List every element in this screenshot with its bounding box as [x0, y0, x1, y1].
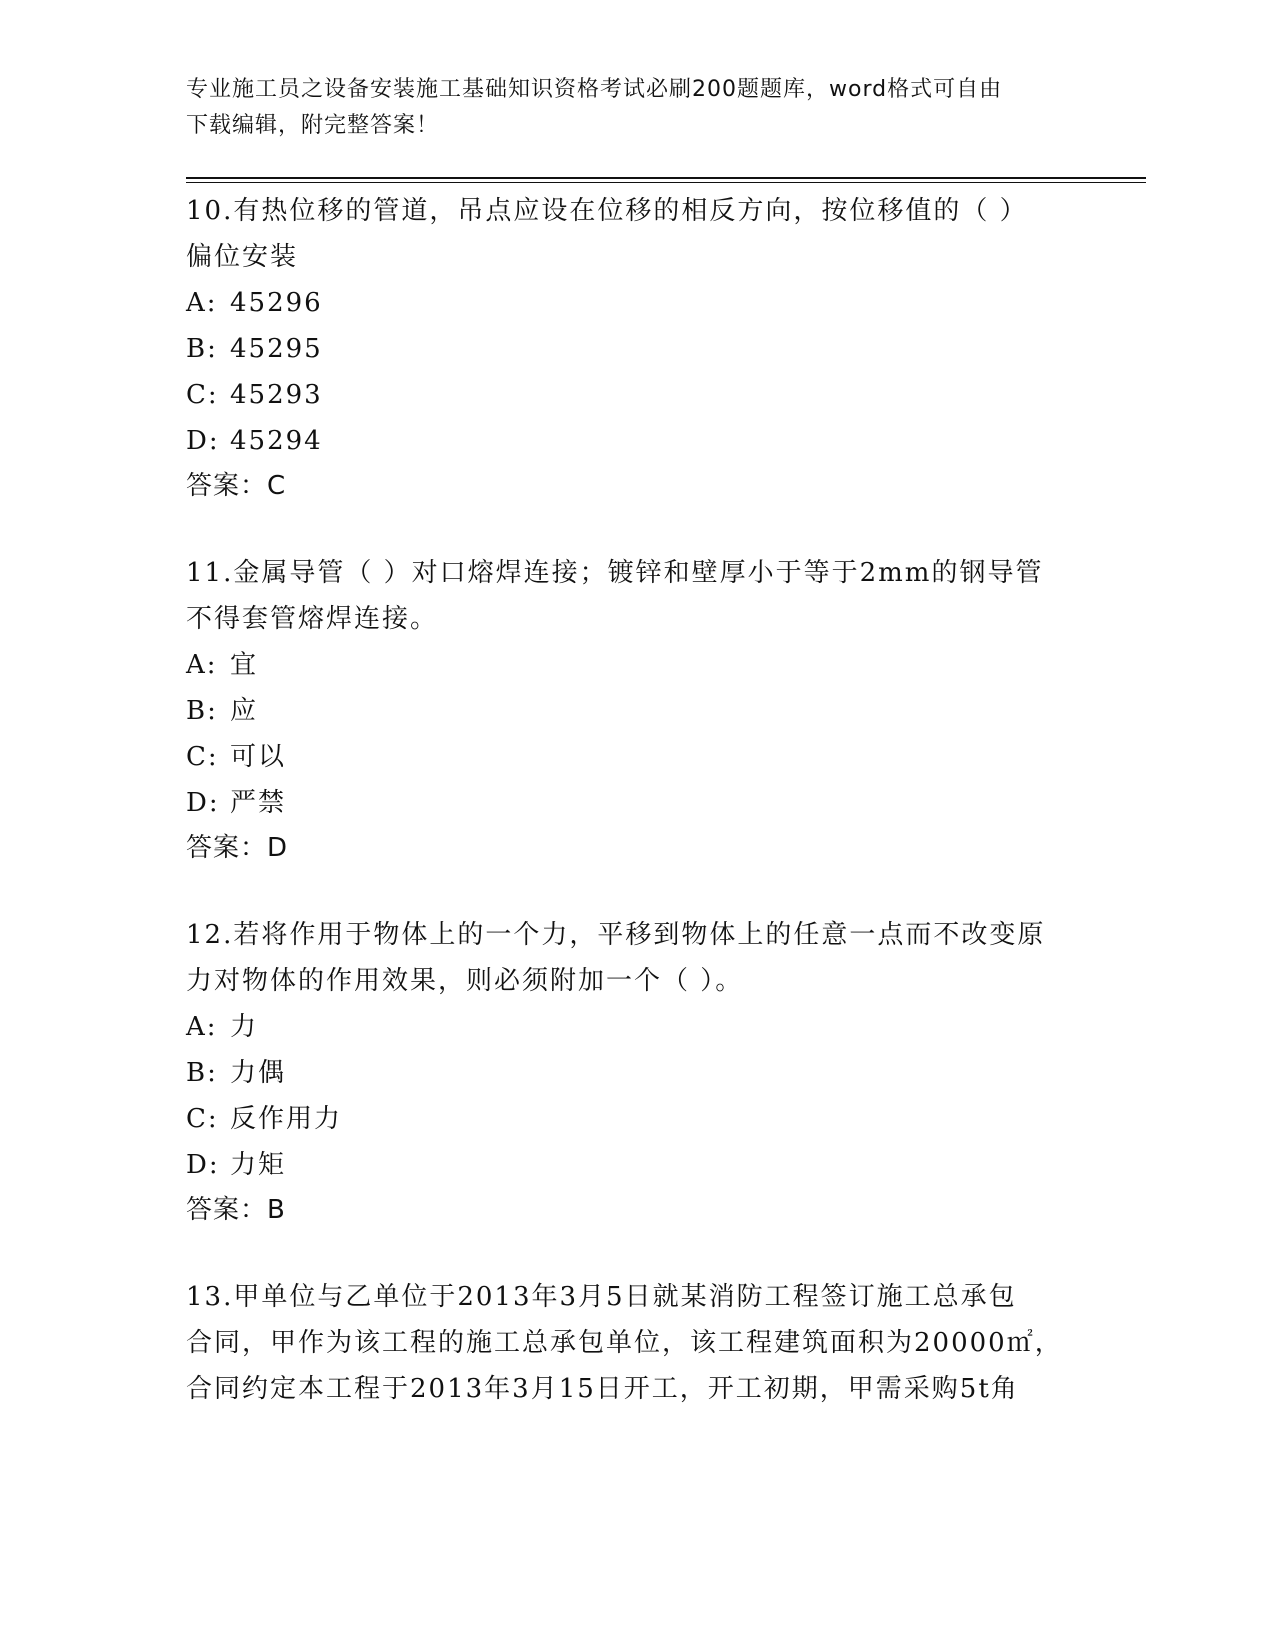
question-stem-line: 12.若将作用于物体上的一个力，平移到物体上的任意一点而不改变原	[186, 920, 1046, 950]
question-10	[186, 188, 1086, 508]
option-a	[186, 280, 1086, 326]
option-text: 宜	[230, 650, 259, 680]
option-text: 严禁	[230, 788, 287, 818]
option-c	[186, 1096, 1086, 1142]
header-line-2: 下载编辑，附完整答案！	[186, 113, 440, 138]
question-13	[186, 1274, 1086, 1412]
option-letter: A:	[186, 1012, 218, 1042]
option-text: 45295	[230, 334, 323, 364]
answer-label: 答案：B	[186, 1195, 286, 1225]
option-text: 应	[230, 696, 259, 726]
question-stem-line: 13.甲单位与乙单位于2013年3月5日就某消防工程签订施工总承包	[186, 1282, 1017, 1312]
option-d	[186, 780, 1086, 826]
option-letter: D:	[186, 788, 220, 818]
option-c	[186, 372, 1086, 418]
question-stem-line: 合同约定本工程于2013年3月15日开工，开工初期，甲需采购5t角	[186, 1374, 1019, 1404]
question-stem-line: 合同，甲作为该工程的施工总承包单位，该工程建筑面积为20000㎡，	[186, 1328, 1063, 1358]
question-stem-line: 11.金属导管（ ）对口熔焊连接；镀锌和壁厚小于等于2mm的钢导管	[186, 558, 1044, 588]
document-header	[186, 72, 1086, 144]
option-a	[186, 642, 1086, 688]
option-letter: B:	[186, 1058, 218, 1088]
option-text: 反作用力	[230, 1104, 343, 1134]
option-b	[186, 1050, 1086, 1096]
option-text: 可以	[230, 742, 287, 772]
option-text: 力	[230, 1012, 259, 1042]
question-stem-line: 力对物体的作用效果，则必须附加一个（ ）。	[186, 966, 744, 996]
option-text: 力矩	[230, 1150, 287, 1180]
question-stem-line: 偏位安装	[186, 242, 299, 272]
option-b	[186, 326, 1086, 372]
option-letter: C:	[186, 742, 219, 772]
option-letter: C:	[186, 380, 219, 410]
option-text: 45293	[230, 380, 323, 410]
option-d	[186, 418, 1086, 464]
option-letter: A:	[186, 650, 218, 680]
header-line-1: 专业施工员之设备安装施工基础知识资格考试必刷200题题库，word格式可自由	[186, 77, 1003, 102]
option-d	[186, 1142, 1086, 1188]
question-stem-line: 10.有热位移的管道，吊点应设在位移的相反方向，按位移值的（ ）	[186, 196, 1028, 226]
option-letter: D:	[186, 1150, 220, 1180]
option-letter: B:	[186, 334, 218, 364]
option-a	[186, 1004, 1086, 1050]
option-letter: C:	[186, 1104, 219, 1134]
question-12	[186, 912, 1086, 1232]
header-divider-thick	[186, 177, 1146, 179]
question-stem-line: 不得套管熔焊连接。	[186, 604, 439, 634]
answer-label: 答案：C	[186, 471, 287, 501]
option-letter: D:	[186, 426, 220, 456]
option-letter: A:	[186, 288, 218, 318]
option-letter: B:	[186, 696, 218, 726]
option-text: 力偶	[230, 1058, 287, 1088]
option-text: 45296	[230, 288, 323, 318]
option-c	[186, 734, 1086, 780]
option-b	[186, 688, 1086, 734]
answer-label: 答案：D	[186, 833, 289, 863]
header-divider-thin	[186, 182, 1146, 183]
option-text: 45294	[230, 426, 323, 456]
question-11	[186, 550, 1086, 870]
